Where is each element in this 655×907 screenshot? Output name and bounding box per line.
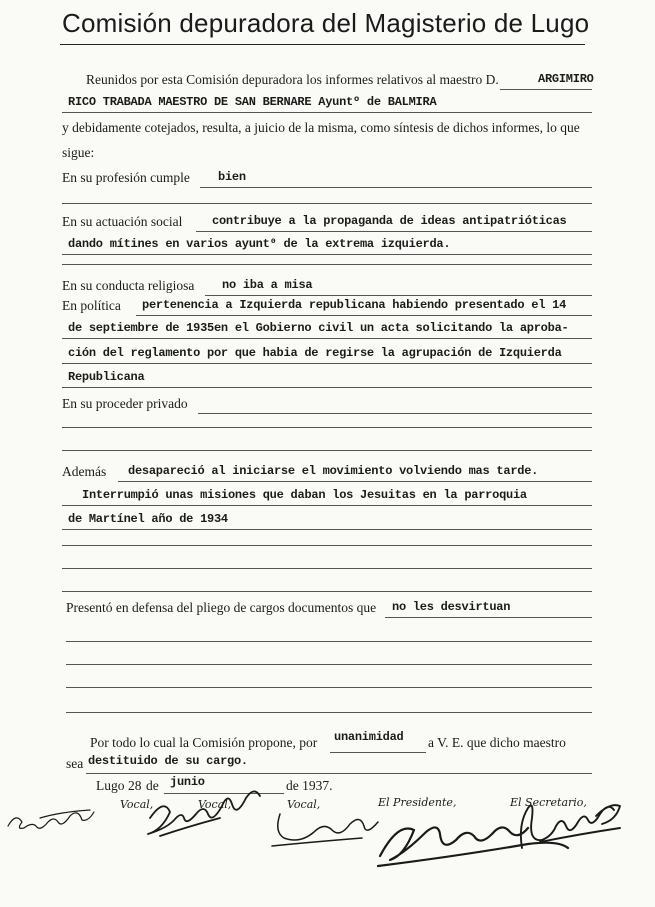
profesion-label: En su profesión cumple	[62, 170, 190, 185]
vocal-1-label: Vocal,	[120, 798, 154, 811]
politica-line-1: pertenencia a Izquierda republicana habiendo presentado el 14	[142, 298, 567, 312]
conducta-religiosa-label: En su conducta religiosa	[62, 278, 195, 293]
actuacion-social-label: En su actuación social	[62, 214, 183, 229]
intro-text-3: sigue:	[62, 145, 95, 160]
defensa-value: no les desvirtuan	[392, 600, 511, 614]
ademas-line-3: de Martínel año de 1934	[68, 512, 228, 526]
intro-text-2: y debidamente cotejados, resulta, a juicio de la misma, como síntesis de dichos informes, lo que	[62, 120, 580, 135]
presidente-label: El Presidente,	[378, 796, 457, 809]
signature-vocal-1	[8, 810, 94, 828]
signature-presidente	[378, 827, 568, 866]
place-label: Lugo	[96, 778, 125, 793]
year-label: de 1937.	[286, 778, 333, 793]
conducta-religiosa-value: no iba a misa	[222, 278, 313, 292]
signature-vocal-2	[148, 791, 260, 836]
ademas-line-2: Interrumpió unas misiones que daban los Jesuitas en la parroquia	[82, 488, 527, 502]
month-value: junio	[170, 775, 205, 789]
closing-label-2: a V. E. que dicho maestro	[428, 735, 566, 750]
vote-value: unanimidad	[334, 730, 404, 744]
teacher-name-part1: ARGIMIRO	[538, 72, 594, 86]
sea-label: sea	[66, 756, 84, 771]
proceder-privado-label: En su proceder privado	[62, 396, 188, 411]
secretario-label: El Secretario,	[510, 796, 587, 809]
actuacion-social-line-1: contribuye a la propaganda de ideas antipatrióticas	[212, 214, 567, 228]
ademas-line-1: desapareció al iniciarse el movimiento volviendo mas tarde.	[128, 464, 539, 478]
politica-line-4: Republicana	[68, 370, 145, 384]
politica-line-2: de septiembre de 1935en el Gobierno civil un acta solicitando la aproba-	[68, 321, 569, 335]
sanction-value: destituido de su cargo.	[88, 754, 248, 768]
politica-label: En política	[62, 298, 121, 313]
profesion-value: bien	[218, 170, 246, 184]
signature-secretario	[521, 805, 620, 848]
de-label: de	[146, 778, 159, 793]
intro-label: Reunidos por esta Comisión depuradora los informes relativos al maestro D.	[86, 72, 499, 87]
vocal-2-label: Vocal,	[198, 798, 232, 811]
actuacion-social-line-2: dando mítines en varios ayunt⁰ de la extrema izquierda.	[68, 237, 451, 251]
ademas-label: Además	[62, 464, 107, 479]
signature-vocal-3	[272, 814, 378, 846]
politica-line-3: ción del reglamento por que habia de regirse la agrupación de Izquierda	[68, 346, 562, 360]
defensa-label: Presentó en defensa del pliego de cargos documentos que	[66, 600, 377, 615]
closing-label-1: Por todo lo cual la Comisión propone, por	[90, 735, 318, 750]
day-value: 28	[128, 778, 142, 793]
vocal-3-label: Vocal,	[287, 798, 321, 811]
document-title: Comisión depuradora del Magisterio de Lugo	[62, 8, 590, 38]
teacher-name-part2: RICO TRABADA MAESTRO DE SAN BERNARE Ayuntº de BALMIRA	[68, 95, 437, 109]
